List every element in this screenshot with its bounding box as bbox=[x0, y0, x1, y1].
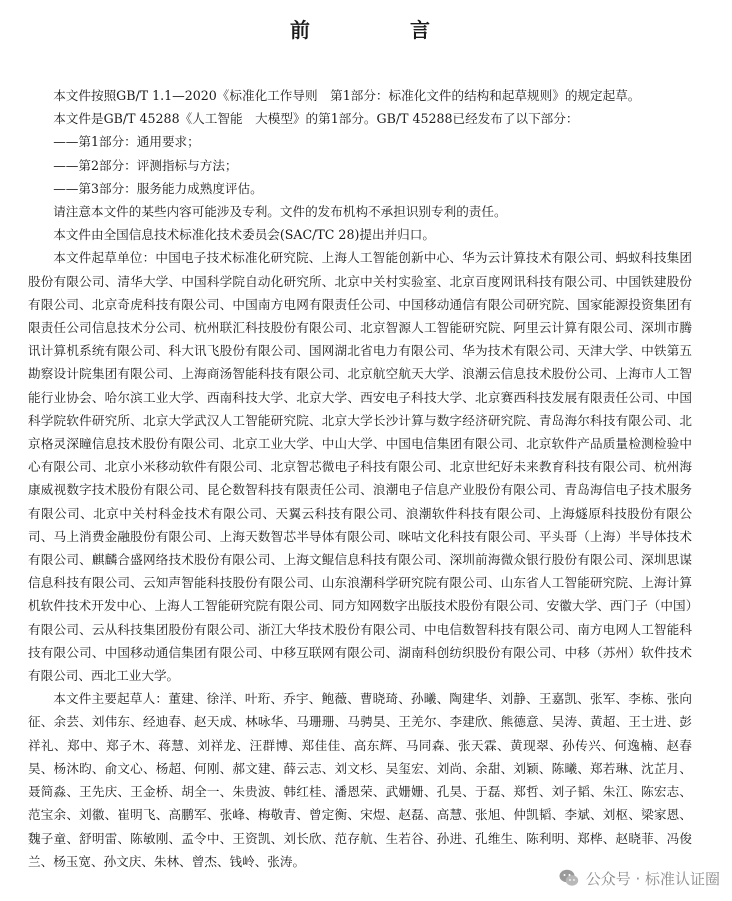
page-title: 前 言 bbox=[290, 18, 470, 42]
paragraph-patent-notice: 请注意本文件的某些内容可能涉及专利。文件的发布机构不承担识别专利的责任。 bbox=[53, 204, 507, 220]
paragraph-series-intro: 本文件是GB/T 45288《人工智能 大模型》的第1部分。GB/T 45288已经发布了以下部分： bbox=[53, 111, 579, 127]
list-item-part-2: ——第2部分：评测指标与方法； bbox=[53, 157, 238, 173]
paragraph-drafting-rule: 本文件按照GB/T 1.1—2020《标准化工作导则 第1部分：标准化文件的结构和起草规则》的规定起草。 bbox=[53, 88, 641, 103]
list-item-part-3: ——第3部分：服务能力成熟度评估。 bbox=[53, 180, 263, 196]
paragraph-drafting-units: 本文件起草单位：中国电子技术标准化研究院、上海人工智能创新中心、华为云计算技术有限公司、蚂蚁科技集团股份有限公司、清华大学、中国科学院自动化研究所、北京中关村实验室、北京百度网讯科技有限公司、中国铁建股份有限公司、北京奇虎科技有限公司、中国南方电网有限责任公司、中国移动通信有限公司研究院、国家能源投资集团有限责任公司信息技术分公司、杭州联汇科技股份有限公司、北京智源人工智能研究院、阿里云计算有限公司、深圳市腾讯计算机系统有限公司、科大讯飞股份有限公司、国网湖北省电力有限公司、华为技术有限公司、天津大学、中铁第五勘察设计院集团有限公司、上海商汤智能科技有限公司、北京航空航天大学、浪潮云信息技术股份公司、上海市人工智能行业协会、哈尔滨工业大学、西南科技大学、北京大学、西安电子科技大学、北京赛西科技发展有限责任公司、中国科学院软件研究所、北京大学武汉人工智能研究院、北京大学长沙计算与数字经济研究院、青岛海尔科技有限公司、北京格灵深瞳信息技术股份有限公司、北京工业大学、中山大学、中国电信集团有限公司、北京软件产品质量检测检验中心有限公司、北京小米移动软件有限公司、北京智芯微电子科技有限公司、北京世纪好未来教育科技有限公司、杭州海康威视数字技术股份有限公司、昆仑数智科技有限责任公司、浪潮电子信息产业股份有限公司、青岛海信电子技术服务有限公司、北京中关村科金技术有限公司、天翼云科技有限公司、浪潮软件科技有限公司、上海燧原科技股份有限公司、马上消费金融股份有限公司、上海天数智芯半导体有限公司、咪咕文化科技有限公司、平头哥（上海）半导体技术有限公司、麒麟合盛网络技术股份有限公司、上海文鲲信息科技有限公司、深圳前海微众银行股份有限公司、深圳思谋信息科技有限公司、云知声智能科技股份有限公司、山东浪潮科学研究院有限公司、山东省人工智能研究院、上海计算机软件技术开发中心、上海人工智能研究院有限公司、同方知网数字出版技术股份有限公司、安徽大学、西门子（中国）有限公司、云从科技集团股份有限公司、浙江大华技术股份有限公司、中电信数智科技有限公司、南方电网人工智能科技有限公司、中国移动通信集团有限公司、中移互联网有限公司、湖南科创纺织股份有限公司、中移（苏州）软件技术有限公司、西北工业大学。 bbox=[28, 250, 692, 684]
list-item-part-1: ——第1部分：通用要求； bbox=[53, 134, 200, 150]
paragraph-drafters: 本文件主要起草人：董建、徐洋、叶珩、乔宇、鲍薇、曹晓琦、孙曦、陶建华、刘静、王嘉凯、张军、李栋、张向征、余芸、刘伟东、经迪春、赵天成、林咏华、马珊珊、马骋昊、王羌尔、李建欣、熊德意、吴涛、黄超、王士进、彭祥礼、郑中、郑子木、蒋慧、刘祥龙、汪群博、郑佳佳、高东辉、马同森、张天霖、黄现翠、孙传兴、何逸楠、赵春昊、杨沐昀、俞文心、杨超、何刚、郝文建、薛云志、刘文杉、吴玺宏、刘尚、余甜、刘颖、陈曦、郑若琳、沈芷月、聂简淼、王先庆、王金桥、胡全一、朱贵波、韩红桂、潘恩荣、武姗姗、孔昊、于磊、郑哲、刘子韬、朱江、陈宏志、范宝余、刘徽、崔明飞、高鹏军、张峰、梅敬青、曾定衡、宋煜、赵磊、高慧、张旭、仲凯韬、李斌、刘枢、梁家恩、魏子童、舒明雷、陈敏刚、孟令中、王资凯、刘长欣、范存航、生若谷、孙进、孔维生、陈利明、郑桦、赵晓菲、冯俊兰、杨玉宽、孙文庆、朱林、曾杰、钱岭、张涛。 bbox=[28, 691, 692, 869]
paragraph-proposer: 本文件由全国信息技术标准化技术委员会(SAC/TC 28)提出并归口。 bbox=[53, 227, 435, 243]
watermark-text: 公众号 · 标准认证圈 bbox=[585, 869, 720, 888]
watermark bbox=[554, 865, 724, 891]
wechat-icon bbox=[558, 867, 580, 889]
